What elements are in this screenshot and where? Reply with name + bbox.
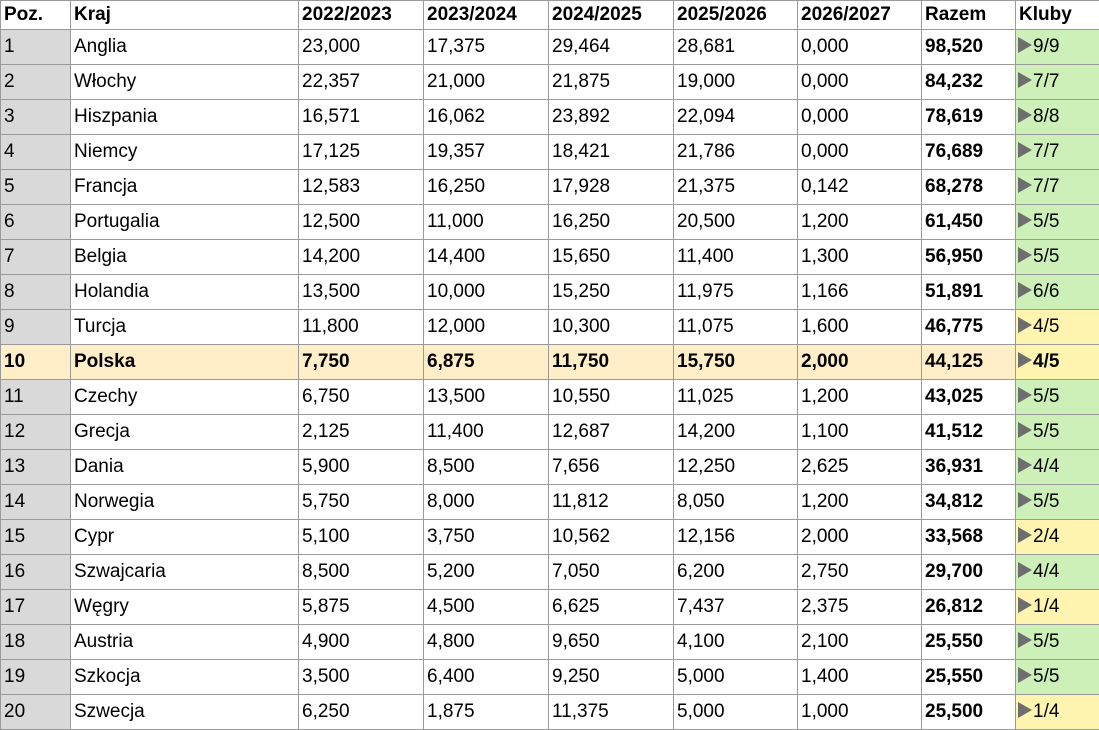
row-clubs xyxy=(1016,485,1099,520)
row-country: Austria xyxy=(71,625,299,660)
row-season-3: 12,687 xyxy=(549,415,674,450)
row-total: 68,278 xyxy=(922,170,1016,205)
row-season-4: 11,075 xyxy=(674,310,798,345)
row-position: 20 xyxy=(1,695,71,730)
row-season-3: 23,892 xyxy=(549,100,674,135)
header-country: Kraj xyxy=(71,1,299,30)
row-season-4: 11,975 xyxy=(674,275,798,310)
row-country: Niemcy xyxy=(71,135,299,170)
row-season-1: 16,571 xyxy=(299,100,424,135)
row-season-5: 2,625 xyxy=(798,450,922,485)
row-season-1: 6,250 xyxy=(299,695,424,730)
row-position: 9 xyxy=(1,310,71,345)
row-season-4: 12,250 xyxy=(674,450,798,485)
header-total: Razem xyxy=(922,1,1016,30)
row-position: 8 xyxy=(1,275,71,310)
row-season-5: 1,300 xyxy=(798,240,922,275)
row-season-2: 21,000 xyxy=(424,65,549,100)
row-season-1: 11,800 xyxy=(299,310,424,345)
row-clubs xyxy=(1016,170,1099,205)
row-clubs-value: 6/6 xyxy=(1033,281,1059,302)
row-season-3: 15,650 xyxy=(549,240,674,275)
row-total: 33,568 xyxy=(922,520,1016,555)
row-country: Czechy xyxy=(71,380,299,415)
row-season-5: 2,750 xyxy=(798,555,922,590)
row-clubs xyxy=(1016,695,1099,730)
row-position: 5 xyxy=(1,170,71,205)
row-clubs xyxy=(1016,100,1099,135)
table-row xyxy=(1,345,1099,380)
row-clubs-value: 7/7 xyxy=(1033,71,1059,92)
row-season-5: 2,000 xyxy=(798,345,922,380)
row-country: Belgia xyxy=(71,240,299,275)
row-season-3: 7,656 xyxy=(549,450,674,485)
row-clubs-value: 9/9 xyxy=(1033,36,1059,57)
row-season-4: 5,000 xyxy=(674,660,798,695)
table-row xyxy=(1,65,1099,100)
row-season-5: 0,142 xyxy=(798,170,922,205)
row-season-1: 2,125 xyxy=(299,415,424,450)
row-total: 25,550 xyxy=(922,660,1016,695)
row-total: 51,891 xyxy=(922,275,1016,310)
row-total: 56,950 xyxy=(922,240,1016,275)
header-season-2: 2023/2024 xyxy=(424,1,549,30)
row-clubs xyxy=(1016,555,1099,590)
row-season-2: 1,875 xyxy=(424,695,549,730)
row-clubs xyxy=(1016,520,1099,555)
row-season-4: 20,500 xyxy=(674,205,798,240)
row-season-5: 1,600 xyxy=(798,310,922,345)
play-triangle-icon xyxy=(1018,457,1032,473)
row-season-5: 0,000 xyxy=(798,65,922,100)
row-clubs-value: 4/4 xyxy=(1033,561,1059,582)
row-season-2: 11,000 xyxy=(424,205,549,240)
row-clubs xyxy=(1016,415,1099,450)
header-season-4: 2025/2026 xyxy=(674,1,798,30)
row-season-2: 3,750 xyxy=(424,520,549,555)
table-row xyxy=(1,30,1099,65)
row-position: 18 xyxy=(1,625,71,660)
play-triangle-icon xyxy=(1018,72,1032,88)
row-season-1: 14,200 xyxy=(299,240,424,275)
row-total: 36,931 xyxy=(922,450,1016,485)
row-season-3: 7,050 xyxy=(549,555,674,590)
row-clubs xyxy=(1016,450,1099,485)
play-triangle-icon xyxy=(1018,212,1032,228)
row-season-3: 6,625 xyxy=(549,590,674,625)
header-pos: Poz. xyxy=(1,1,71,30)
row-clubs xyxy=(1016,205,1099,240)
row-clubs-value: 1/4 xyxy=(1033,701,1059,722)
header-clubs: Kluby xyxy=(1016,1,1099,30)
row-total: 44,125 xyxy=(922,345,1016,380)
row-clubs xyxy=(1016,240,1099,275)
row-clubs xyxy=(1016,275,1099,310)
table-row xyxy=(1,240,1099,275)
table-row xyxy=(1,555,1099,590)
row-clubs xyxy=(1016,625,1099,660)
row-total: 43,025 xyxy=(922,380,1016,415)
table-row xyxy=(1,520,1099,555)
row-season-2: 14,400 xyxy=(424,240,549,275)
play-triangle-icon xyxy=(1018,702,1032,718)
row-clubs-value: 7/7 xyxy=(1033,141,1059,162)
row-position: 4 xyxy=(1,135,71,170)
row-season-5: 1,200 xyxy=(798,205,922,240)
table-row xyxy=(1,275,1099,310)
play-triangle-icon xyxy=(1018,527,1032,543)
table-row xyxy=(1,625,1099,660)
row-season-3: 15,250 xyxy=(549,275,674,310)
row-position: 2 xyxy=(1,65,71,100)
row-season-5: 1,200 xyxy=(798,485,922,520)
row-season-5: 1,166 xyxy=(798,275,922,310)
row-season-5: 1,000 xyxy=(798,695,922,730)
row-position: 3 xyxy=(1,100,71,135)
row-total: 41,512 xyxy=(922,415,1016,450)
row-total: 76,689 xyxy=(922,135,1016,170)
row-total: 25,500 xyxy=(922,695,1016,730)
table-row xyxy=(1,695,1099,730)
row-season-3: 17,928 xyxy=(549,170,674,205)
row-season-2: 5,200 xyxy=(424,555,549,590)
table-row xyxy=(1,310,1099,345)
row-season-5: 1,200 xyxy=(798,380,922,415)
row-season-2: 17,375 xyxy=(424,30,549,65)
row-clubs-value: 5/5 xyxy=(1033,386,1059,407)
play-triangle-icon xyxy=(1018,177,1032,193)
row-season-3: 21,875 xyxy=(549,65,674,100)
row-country: Włochy xyxy=(71,65,299,100)
row-total: 29,700 xyxy=(922,555,1016,590)
row-season-2: 16,250 xyxy=(424,170,549,205)
row-season-4: 22,094 xyxy=(674,100,798,135)
table-row xyxy=(1,135,1099,170)
play-triangle-icon xyxy=(1018,282,1032,298)
row-country: Turcja xyxy=(71,310,299,345)
row-season-5: 0,000 xyxy=(798,100,922,135)
row-clubs xyxy=(1016,660,1099,695)
table-row xyxy=(1,170,1099,205)
row-season-3: 11,750 xyxy=(549,345,674,380)
row-season-1: 22,357 xyxy=(299,65,424,100)
play-triangle-icon xyxy=(1018,142,1032,158)
row-position: 17 xyxy=(1,590,71,625)
row-clubs-value: 5/5 xyxy=(1033,246,1059,267)
row-season-5: 2,100 xyxy=(798,625,922,660)
row-season-3: 29,464 xyxy=(549,30,674,65)
row-total: 84,232 xyxy=(922,65,1016,100)
play-triangle-icon xyxy=(1018,37,1032,53)
table-row xyxy=(1,590,1099,625)
play-triangle-icon xyxy=(1018,387,1032,403)
play-triangle-icon xyxy=(1018,352,1032,368)
play-triangle-icon xyxy=(1018,247,1032,263)
play-triangle-icon xyxy=(1018,492,1032,508)
row-country: Norwegia xyxy=(71,485,299,520)
row-season-2: 10,000 xyxy=(424,275,549,310)
row-season-2: 8,000 xyxy=(424,485,549,520)
row-season-1: 17,125 xyxy=(299,135,424,170)
header-row xyxy=(1,1,1099,30)
row-clubs-value: 4/5 xyxy=(1033,316,1059,337)
table-row xyxy=(1,485,1099,520)
row-season-1: 12,500 xyxy=(299,205,424,240)
row-season-1: 13,500 xyxy=(299,275,424,310)
row-season-1: 6,750 xyxy=(299,380,424,415)
row-clubs xyxy=(1016,590,1099,625)
header-season-5: 2026/2027 xyxy=(798,1,922,30)
table-row xyxy=(1,450,1099,485)
row-season-1: 5,750 xyxy=(299,485,424,520)
row-season-2: 19,357 xyxy=(424,135,549,170)
row-country: Szwecja xyxy=(71,695,299,730)
row-season-3: 10,300 xyxy=(549,310,674,345)
row-clubs-value: 8/8 xyxy=(1033,106,1059,127)
row-season-3: 11,375 xyxy=(549,695,674,730)
row-season-4: 4,100 xyxy=(674,625,798,660)
row-clubs-value: 5/5 xyxy=(1033,666,1059,687)
row-season-1: 23,000 xyxy=(299,30,424,65)
row-season-1: 5,875 xyxy=(299,590,424,625)
row-country: Grecja xyxy=(71,415,299,450)
row-season-3: 18,421 xyxy=(549,135,674,170)
row-season-2: 4,500 xyxy=(424,590,549,625)
row-country: Polska xyxy=(71,345,299,380)
row-total: 46,775 xyxy=(922,310,1016,345)
play-triangle-icon xyxy=(1018,422,1032,438)
row-season-2: 6,400 xyxy=(424,660,549,695)
row-position: 12 xyxy=(1,415,71,450)
header-season-3: 2024/2025 xyxy=(549,1,674,30)
row-clubs xyxy=(1016,30,1099,65)
row-season-4: 15,750 xyxy=(674,345,798,380)
play-triangle-icon xyxy=(1018,107,1032,123)
row-country: Cypr xyxy=(71,520,299,555)
row-season-3: 9,250 xyxy=(549,660,674,695)
row-season-3: 10,550 xyxy=(549,380,674,415)
play-triangle-icon xyxy=(1018,667,1032,683)
row-position: 7 xyxy=(1,240,71,275)
play-triangle-icon xyxy=(1018,317,1032,333)
row-season-2: 16,062 xyxy=(424,100,549,135)
play-triangle-icon xyxy=(1018,562,1032,578)
row-country: Szkocja xyxy=(71,660,299,695)
row-clubs-value: 4/5 xyxy=(1033,351,1059,372)
row-season-3: 11,812 xyxy=(549,485,674,520)
row-season-1: 4,900 xyxy=(299,625,424,660)
table-row xyxy=(1,205,1099,240)
row-total: 25,550 xyxy=(922,625,1016,660)
row-position: 6 xyxy=(1,205,71,240)
row-season-1: 5,100 xyxy=(299,520,424,555)
row-position: 15 xyxy=(1,520,71,555)
play-triangle-icon xyxy=(1018,632,1032,648)
row-season-1: 5,900 xyxy=(299,450,424,485)
row-total: 78,619 xyxy=(922,100,1016,135)
row-season-2: 12,000 xyxy=(424,310,549,345)
row-clubs xyxy=(1016,135,1099,170)
row-season-3: 16,250 xyxy=(549,205,674,240)
row-clubs-value: 5/5 xyxy=(1033,211,1059,232)
row-clubs-value: 5/5 xyxy=(1033,631,1059,652)
row-clubs-value: 5/5 xyxy=(1033,421,1059,442)
row-country: Węgry xyxy=(71,590,299,625)
row-season-4: 12,156 xyxy=(674,520,798,555)
row-season-4: 21,786 xyxy=(674,135,798,170)
row-season-4: 28,681 xyxy=(674,30,798,65)
row-clubs-value: 1/4 xyxy=(1033,596,1059,617)
row-clubs-value: 5/5 xyxy=(1033,491,1059,512)
row-position: 14 xyxy=(1,485,71,520)
row-position: 10 xyxy=(1,345,71,380)
table-row xyxy=(1,380,1099,415)
row-country: Portugalia xyxy=(71,205,299,240)
row-country: Hiszpania xyxy=(71,100,299,135)
row-total: 34,812 xyxy=(922,485,1016,520)
row-season-5: 2,375 xyxy=(798,590,922,625)
row-clubs xyxy=(1016,65,1099,100)
row-season-4: 14,200 xyxy=(674,415,798,450)
row-total: 98,520 xyxy=(922,30,1016,65)
row-season-2: 4,800 xyxy=(424,625,549,660)
row-season-1: 8,500 xyxy=(299,555,424,590)
table-row xyxy=(1,415,1099,450)
table-row xyxy=(1,100,1099,135)
row-country: Anglia xyxy=(71,30,299,65)
row-position: 11 xyxy=(1,380,71,415)
row-position: 13 xyxy=(1,450,71,485)
row-season-2: 11,400 xyxy=(424,415,549,450)
row-season-3: 10,562 xyxy=(549,520,674,555)
row-season-1: 12,583 xyxy=(299,170,424,205)
row-season-5: 0,000 xyxy=(798,135,922,170)
row-total: 26,812 xyxy=(922,590,1016,625)
row-position: 19 xyxy=(1,660,71,695)
row-clubs-value: 7/7 xyxy=(1033,176,1059,197)
row-clubs xyxy=(1016,310,1099,345)
row-clubs xyxy=(1016,380,1099,415)
row-country: Holandia xyxy=(71,275,299,310)
row-season-3: 9,650 xyxy=(549,625,674,660)
row-country: Dania xyxy=(71,450,299,485)
header-season-1: 2022/2023 xyxy=(299,1,424,30)
table-row xyxy=(1,660,1099,695)
row-season-4: 11,400 xyxy=(674,240,798,275)
row-country: Francja xyxy=(71,170,299,205)
row-season-5: 2,000 xyxy=(798,520,922,555)
row-season-2: 13,500 xyxy=(424,380,549,415)
row-season-2: 8,500 xyxy=(424,450,549,485)
row-season-4: 8,050 xyxy=(674,485,798,520)
row-clubs-value: 4/4 xyxy=(1033,456,1059,477)
row-position: 1 xyxy=(1,30,71,65)
row-season-4: 6,200 xyxy=(674,555,798,590)
row-season-1: 7,750 xyxy=(299,345,424,380)
row-season-4: 11,025 xyxy=(674,380,798,415)
play-triangle-icon xyxy=(1018,597,1032,613)
row-season-5: 1,400 xyxy=(798,660,922,695)
row-season-4: 19,000 xyxy=(674,65,798,100)
row-clubs xyxy=(1016,345,1099,380)
row-season-4: 5,000 xyxy=(674,695,798,730)
row-season-5: 1,100 xyxy=(798,415,922,450)
row-total: 61,450 xyxy=(922,205,1016,240)
row-country: Szwajcaria xyxy=(71,555,299,590)
row-season-2: 6,875 xyxy=(424,345,549,380)
row-season-1: 3,500 xyxy=(299,660,424,695)
row-clubs-value: 2/4 xyxy=(1033,526,1059,547)
row-season-4: 7,437 xyxy=(674,590,798,625)
row-season-4: 21,375 xyxy=(674,170,798,205)
row-season-5: 0,000 xyxy=(798,30,922,65)
row-position: 16 xyxy=(1,555,71,590)
